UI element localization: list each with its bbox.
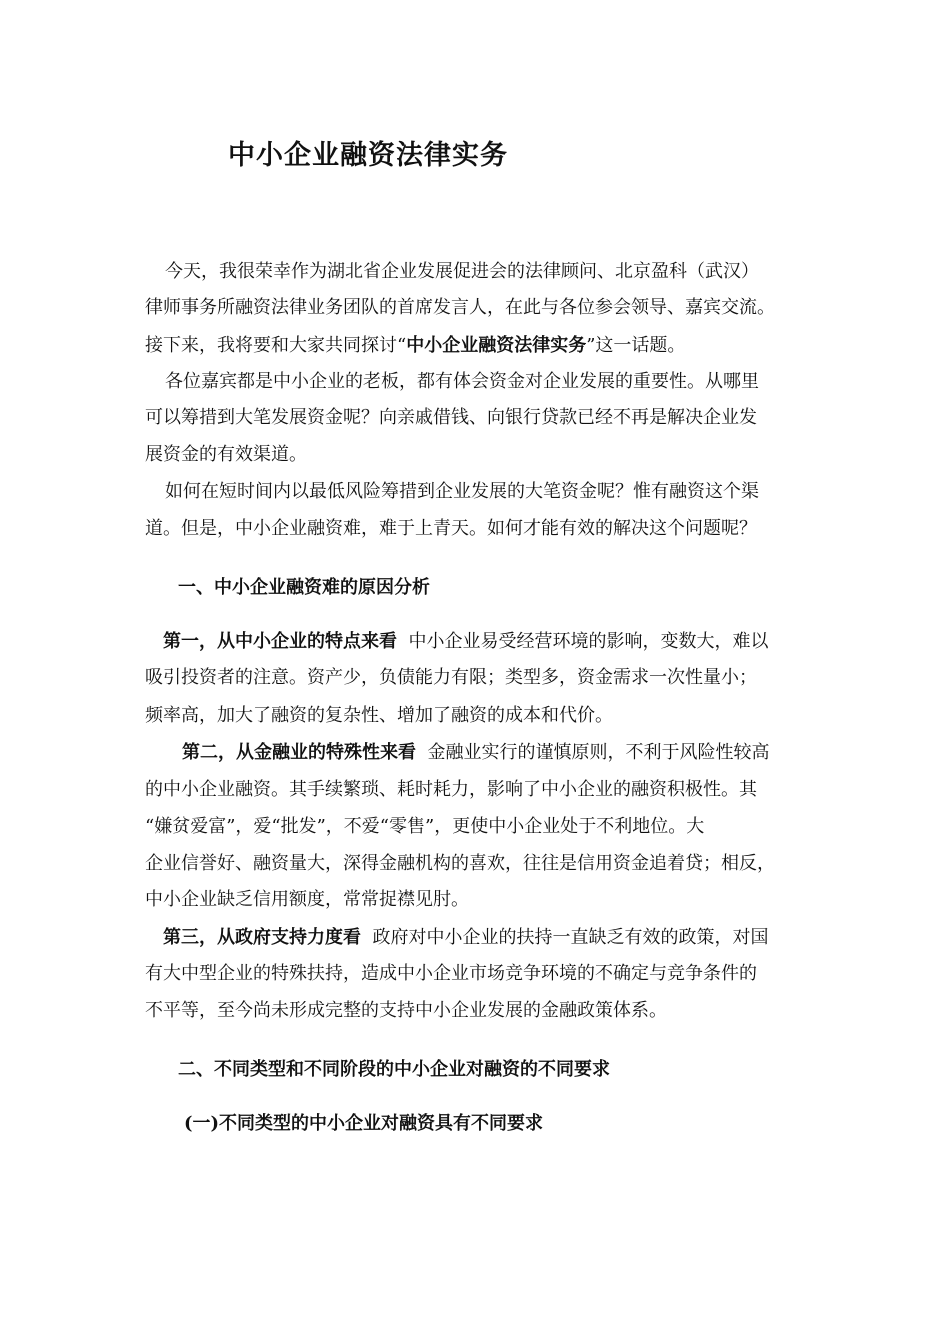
third-lead: 第三，从政府支持力度看 bbox=[163, 927, 361, 948]
intro-line-3-post: ”这一话题。 bbox=[586, 335, 686, 356]
p2-line-2: 可以筹措到大笔发展资金呢？向亲戚借钱、向银行贷款已经不再是解决企业发 bbox=[145, 407, 757, 428]
intro-topic-bold: 中小企业融资法律实务 bbox=[406, 335, 587, 356]
first-line-3: 频率高，加大了融资的复杂性、增加了融资的成本和代价。 bbox=[145, 705, 613, 726]
second-line-3: “嫌贫爱富”，爱“批发”，不爱“零售”，更使中小企业处于不利地位。大 bbox=[145, 816, 705, 837]
first-lead: 第一，从中小企业的特点来看 bbox=[163, 631, 397, 652]
third-line-3: 不平等，至今尚未形成完整的支持中小企业发展的金融政策体系。 bbox=[145, 1000, 667, 1021]
section-1-heading: 一、中小企业融资难的原因分析 bbox=[178, 577, 430, 598]
intro-line-2: 律师事务所融资法律业务团队的首席发言人，在此与各位参会领导、嘉宾交流。 bbox=[145, 297, 775, 318]
intro-line-3 bbox=[145, 334, 685, 358]
second-line-5: 中小企业缺乏信用额度，常常捉襟见肘。 bbox=[145, 889, 469, 910]
second-lead: 第二，从金融业的特殊性来看 bbox=[182, 742, 416, 763]
intro-line-3-pre: 接下来，我将要和大家共同探讨“ bbox=[145, 335, 407, 356]
second-line-2: 的中小企业融资。其手续繁琐、耗时耗力，影响了中小企业的融资积极性。其 bbox=[145, 779, 757, 800]
second-line-4: 企业信誉好、融资量大，深得金融机构的喜欢，往往是信用资金追着贷；相反， bbox=[145, 853, 775, 874]
p3-line-1: 如何在短时间内以最低风险筹措到企业发展的大笔资金呢？惟有融资这个渠 bbox=[165, 481, 759, 502]
intro-line-1: 今天，我很荣幸作为湖北省企业发展促进会的法律顾问、北京盈科（武汉） bbox=[165, 261, 759, 282]
document-title: 中小企业融资法律实务 bbox=[228, 140, 508, 171]
p2-line-1: 各位嘉宾都是中小企业的老板，都有体会资金对企业发展的重要性。从哪里 bbox=[165, 371, 759, 392]
p3-line-2: 道。但是，中小企业融资难，难于上青天。如何才能有效的解决这个问题呢？ bbox=[145, 518, 757, 539]
first-line-2: 吸引投资者的注意。资产少，负债能力有限；类型多，资金需求一次性量小； bbox=[145, 667, 757, 688]
third-line-2: 有大中型企业的特殊扶持，造成中小企业市场竞争环境的不确定与竞争条件的 bbox=[145, 963, 757, 984]
section-2-heading: 二、不同类型和不同阶段的中小企业对融资的不同要求 bbox=[178, 1059, 610, 1080]
third-line-1-text: 政府对中小企业的扶持一直缺乏有效的政策，对国 bbox=[372, 927, 769, 948]
first-line-1 bbox=[163, 630, 768, 654]
first-line-1-text: 中小企业易受经营环境的影响，变数大，难以 bbox=[408, 631, 769, 652]
second-line-1 bbox=[182, 741, 769, 765]
subsection-1-heading: (一)不同类型的中小企业对融资具有不同要求 bbox=[184, 1113, 544, 1134]
third-line-1 bbox=[163, 926, 768, 950]
p2-line-3: 展资金的有效渠道。 bbox=[145, 444, 307, 465]
second-line-1-text: 金融业实行的谨慎原则，不利于风险性较高 bbox=[427, 742, 770, 763]
